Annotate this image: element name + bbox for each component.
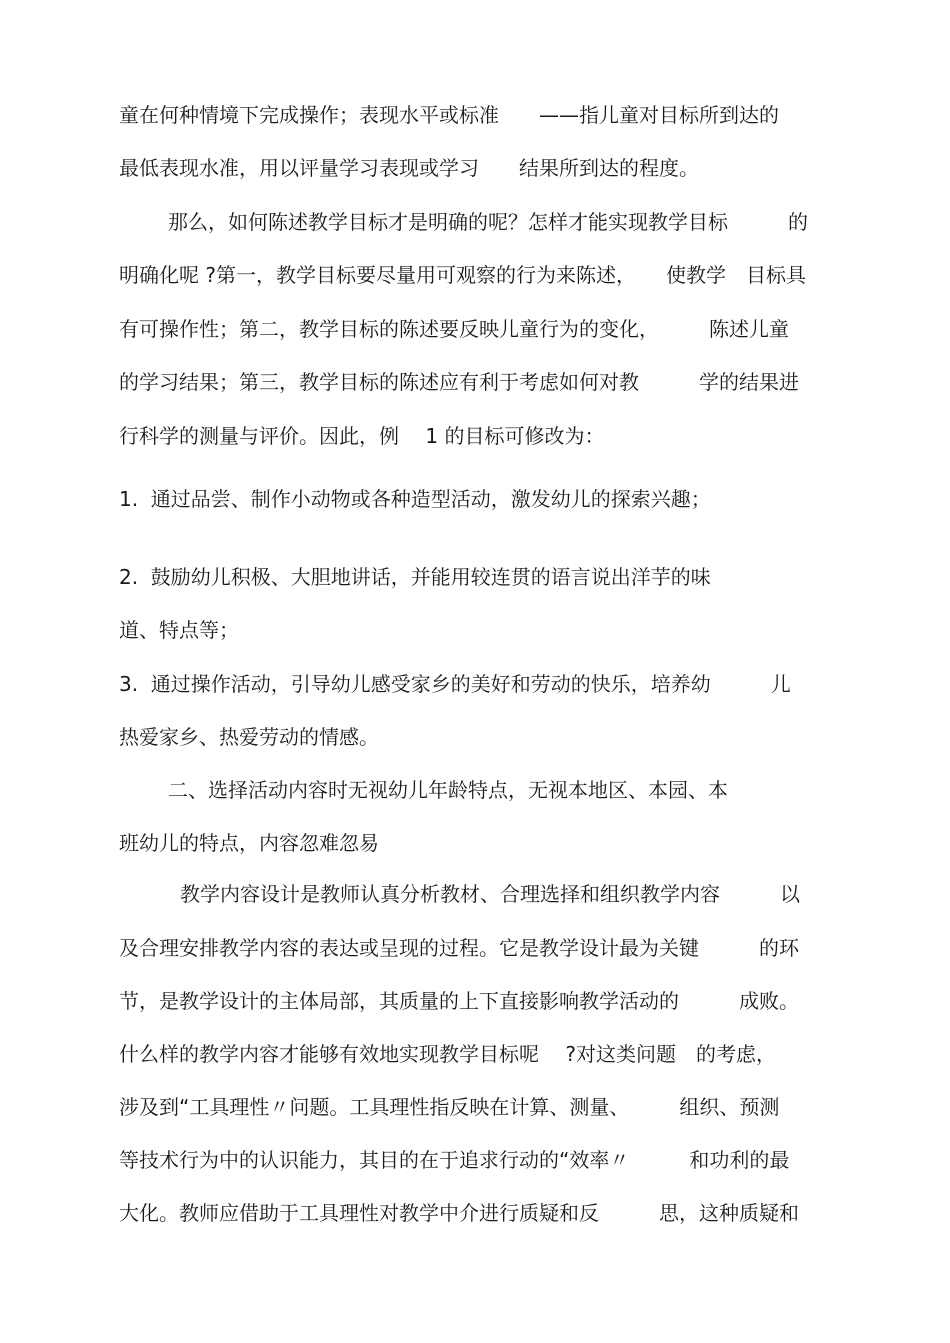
text-line: 什么样的教学内容才能够有效地实现教学目标呢 ?对这类问题 的考虑， — [119, 1042, 776, 1066]
section-heading-cont: 班幼儿的特点，内容忽难忽易 — [119, 831, 379, 855]
text-line: 最低表现水准，用以评量学习表现或学习 结果所到达的程度。 — [119, 156, 699, 180]
paragraph-start-line: 教学内容设计是教师认真分析教材、合理选择和组织教学内容 以 — [180, 882, 800, 906]
text-line: 及合理安排教学内容的表达或呈现的过程。它是教学设计最为关键 的环 — [119, 936, 799, 960]
text-line: 等技术行为中的认识能力，其目的在于追求行动的“效率〃 和功利的最 — [119, 1148, 790, 1172]
text-line: 童在何种情境下完成操作；表现水平或标准 ——指儿童对目标所到达的 — [119, 103, 779, 127]
text-line: 大化。教师应借助于工具理性对教学中介进行质疑和反 思，这种质疑和 — [119, 1201, 799, 1225]
text-line: 热爱家乡、热爱劳动的情感。 — [119, 725, 379, 749]
text-line: 的学习结果；第三，教学目标的陈述应有利于考虑如何对教 学的结果进 — [119, 370, 799, 394]
text-line: 明确化呢 ?第一，教学目标要尽量用可观察的行为来陈述， 使教学 目标具 — [119, 263, 806, 287]
text-line: 涉及到“工具理性〃问题。工具理性指反映在计算、测量、 组织、预测 — [119, 1095, 780, 1119]
list-item-2: 2. 鼓励幼儿积极、大胆地讲话，并能用较连贯的语言说出洋芋的味 — [119, 565, 711, 589]
paragraph-start-line: 那么，如何陈述教学目标才是明确的呢？怎样才能实现教学目标 的 — [168, 210, 808, 234]
text-line: 行科学的测量与评价。因此，例 1 的目标可修改为： — [119, 424, 605, 448]
text-line: 有可操作性；第二，教学目标的陈述要反映儿童行为的变化， 陈述儿童 — [119, 317, 789, 341]
text-line: 节，是教学设计的主体局部，其质量的上下直接影响教学活动的 成败。 — [119, 989, 799, 1013]
section-heading: 二、选择活动内容时无视幼儿年龄特点，无视本地区、本园、本 — [168, 778, 728, 802]
list-item-1: 1. 通过品尝、制作小动物或各种造型活动，激发幼儿的探索兴趣； — [119, 487, 711, 511]
list-item-3: 3. 通过操作活动，引导幼儿感受家乡的美好和劳动的快乐，培养幼 儿 — [119, 672, 791, 696]
text-line: 道、特点等； — [119, 618, 239, 642]
